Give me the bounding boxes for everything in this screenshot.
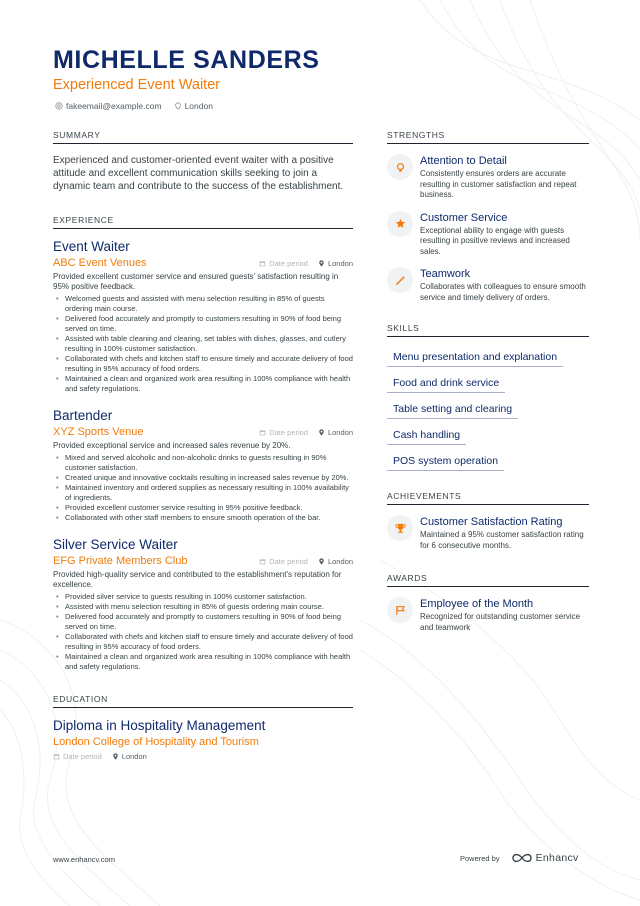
award-desc: Recognized for outstanding customer service and teamwork: [420, 612, 581, 632]
left-column: [53, 130, 353, 761]
award-item: [387, 597, 589, 633]
experience-item: [53, 408, 353, 523]
bullet-item: • Maintained a clean and organized work area resulting in 100% compliance with health and safety regulations.: [53, 652, 353, 672]
email-text: fakeemail@example.com: [66, 101, 162, 111]
strengths-section: [387, 130, 589, 303]
experience-item: [53, 537, 353, 672]
location-text: London: [184, 101, 213, 111]
bullet-item: • Collaborated with chefs and kitchen staff to ensure timely and accurate delivery of food resulting in 95% accuracy of food orders.: [53, 354, 353, 374]
skill-tag: POS system operation: [387, 455, 504, 471]
award-title: Employee of the Month: [420, 598, 534, 610]
bullet-item: • Collaborated with chefs and kitchen staff to ensure timely and accurate delivery of food resulting in 95% accuracy of food orders.: [53, 632, 353, 652]
powered-by-label: Powered by: [460, 853, 500, 863]
education-heading: EDUCATION: [53, 694, 353, 708]
candidate-name: MICHELLE SANDERS: [53, 46, 320, 74]
achievement-item: [387, 515, 589, 551]
experience-description: Provided high-quality service and contributed to the establishment's reputation for excellence.: [53, 570, 342, 589]
experience-role: Event Waiter: [53, 239, 130, 254]
experience-date: [259, 259, 308, 268]
experience-location-text: London: [327, 258, 353, 268]
bullet-item: • Delivered food accurately and promptly to customers resulting in 90% of food being served on time.: [53, 612, 353, 632]
education-date-text: Date period: [63, 752, 102, 761]
bullet-item: • Welcomed guests and assisted with menu selection resulting in 85% of guests ordering main course.: [53, 294, 353, 314]
strength-title: Attention to Detail: [420, 155, 507, 167]
bullet-item: • Maintained inventory and ordered supplies as necessary resulting in 100% availability of ingredients.: [53, 483, 353, 503]
strength-item: [387, 211, 589, 258]
bullet-item: • Mixed and served alcoholic and non-alcoholic drinks to guests resulting in 90% customer satisfaction.: [53, 453, 353, 473]
calendar-icon: [259, 558, 266, 565]
experience-company: EFG Private Members Club: [53, 555, 188, 567]
summary-section: [53, 130, 353, 193]
bullet-item: • Provided excellent customer service resulting in 95% positive feedback.: [53, 503, 353, 513]
experience-date: [259, 557, 308, 566]
awards-heading: AWARDS: [387, 573, 589, 587]
skill-tag: Food and drink service: [387, 377, 505, 393]
calendar-icon: [259, 429, 266, 436]
achievement-title: Customer Satisfaction Rating: [420, 516, 563, 528]
enhancv-logo[interactable]: [512, 852, 579, 864]
experience-item: [53, 239, 353, 394]
strength-item: [387, 267, 589, 303]
experience-company: XYZ Sports Venue: [53, 426, 144, 438]
magic-wand-icon: [387, 267, 413, 293]
experience-date: [259, 428, 308, 437]
bullet-item: • Collaborated with other staff members to ensure smooth operation of the bar.: [53, 513, 353, 523]
experience-bullets: [53, 453, 353, 523]
strength-desc: Consistently ensures orders are accurate resulting in customer satisfaction and repeat business.: [420, 169, 577, 199]
experience-date-text: Date period: [269, 427, 308, 437]
bullet-item: • Provided silver service to guests resulting in 100% customer satisfaction.: [53, 592, 353, 602]
calendar-icon: [259, 260, 266, 267]
trophy-icon: [387, 515, 413, 541]
map-pin-icon: [318, 260, 325, 267]
at-icon: [55, 102, 63, 110]
map-pin-icon: [174, 102, 182, 110]
skill-tag: Cash handling: [387, 429, 466, 445]
bullet-item: • Created unique and innovative cocktails resulting in increased sales revenue by 20%.: [53, 473, 353, 483]
experience-description: Provided exceptional service and increased sales revenue by 20%.: [53, 441, 291, 450]
achievements-heading: ACHIEVEMENTS: [387, 491, 589, 505]
strengths-heading: STRENGTHS: [387, 130, 589, 144]
experience-location-text: London: [327, 427, 353, 437]
experience-bullets: [53, 294, 353, 394]
achievements-section: [387, 491, 589, 551]
summary-heading: SUMMARY: [53, 130, 353, 144]
education-location-text: London: [121, 752, 147, 761]
education-school: London College of Hospitality and Tourism: [53, 736, 259, 748]
skills-section: [387, 323, 589, 469]
strength-desc: Collaborates with colleagues to ensure smooth service and timely delivery of orders.: [420, 282, 586, 302]
experience-bullets: [53, 592, 353, 672]
strength-desc: Exceptional ability to engage with guests resulting in positive reviews and increased sales.: [420, 225, 570, 256]
candidate-title: Experienced Event Waiter: [53, 77, 221, 93]
right-column: [387, 130, 589, 633]
experience-location: [318, 557, 353, 566]
skill-tag: Menu presentation and explanation: [387, 351, 563, 367]
strength-title: Teamwork: [420, 268, 471, 280]
strength-item: [387, 154, 589, 201]
enhancv-logo-icon: [512, 852, 532, 864]
star-icon: [387, 211, 413, 237]
contact-info: [55, 101, 213, 111]
flag-icon: [387, 597, 413, 623]
bullet-item: • Assisted with menu selection resulting in 85% of guests ordering main course.: [53, 602, 353, 612]
education-degree: Diploma in Hospitality Management: [53, 718, 266, 733]
experience-location: [318, 259, 353, 268]
experience-section: [53, 215, 353, 672]
calendar-icon: [53, 753, 60, 760]
experience-location-text: London: [327, 556, 353, 566]
experience-role: Bartender: [53, 408, 113, 423]
map-pin-icon: [318, 429, 325, 436]
lightbulb-icon: [387, 154, 413, 180]
location-contact: [174, 101, 213, 111]
bullet-item: • Delivered food accurately and promptly to customers resulting in 90% of food being served on time.: [53, 314, 353, 334]
footer-website[interactable]: www.enhancv.com: [53, 855, 115, 864]
education-section: [53, 694, 353, 761]
footer-powered-by: [460, 852, 579, 864]
summary-text: Experienced and customer-oriented event waiter with a positive attitude and excellent communication skills seeking to join a dynamic team and contribute to the success of the establishment.: [53, 155, 344, 192]
achievement-desc: Maintained a 95% customer satisfaction rating for 6 consecutive months.: [420, 530, 584, 550]
map-pin-icon: [318, 558, 325, 565]
experience-location: [318, 428, 353, 437]
map-pin-icon: [112, 753, 119, 760]
bullet-item: • Assisted with table cleaning and clearing, set tables with dishes, glasses, and cutlery resulting in 100% customer satisfaction.: [53, 334, 353, 354]
strength-title: Customer Service: [420, 211, 508, 224]
experience-date-text: Date period: [269, 258, 308, 268]
experience-description: Provided excellent customer service and ensured guests' satisfaction resulting in 95% positive feedback.: [53, 272, 339, 291]
experience-heading: EXPERIENCE: [53, 215, 353, 229]
experience-role: Silver Service Waiter: [53, 537, 178, 552]
bullet-item: • Maintained a clean and organized work area resulting in 100% compliance with health and safety regulations.: [53, 374, 353, 394]
email-contact[interactable]: [55, 101, 162, 111]
skill-tag: Table setting and clearing: [387, 403, 518, 419]
experience-date-text: Date period: [269, 556, 308, 566]
education-location: [112, 752, 147, 761]
enhancv-brand: Enhancv: [535, 852, 579, 864]
experience-company: ABC Event Venues: [53, 257, 147, 269]
education-date: [53, 752, 102, 761]
skills-heading: SKILLS: [387, 323, 589, 337]
awards-section: [387, 573, 589, 633]
